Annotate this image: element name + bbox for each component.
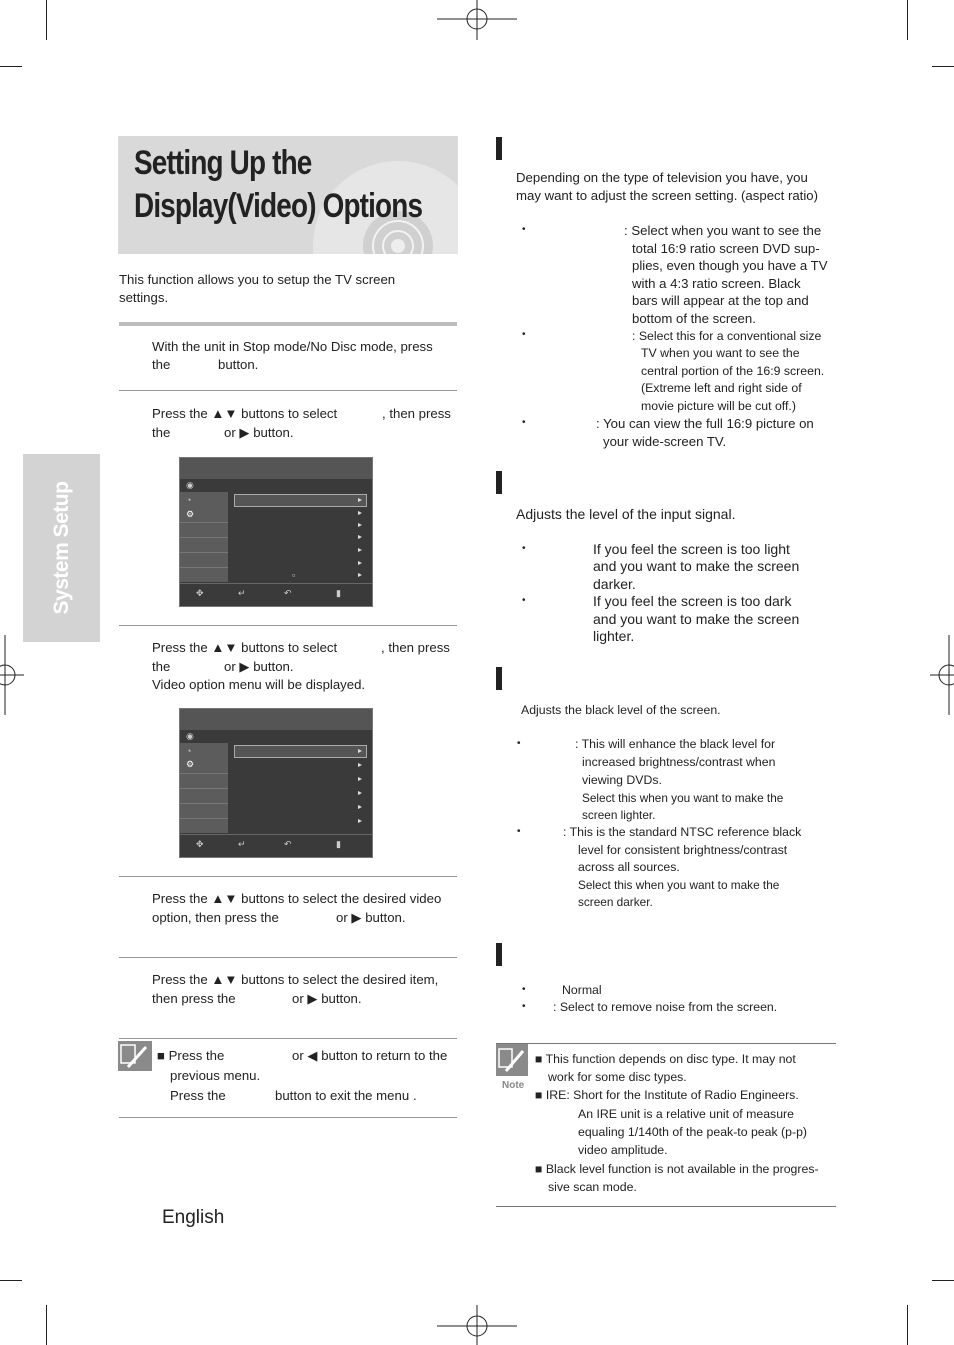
divider — [119, 390, 457, 391]
move-icon: ✥ — [196, 839, 204, 849]
clock-icon: ◔ — [186, 495, 192, 505]
divider — [119, 876, 457, 877]
step-1-line2a: the — [152, 357, 171, 372]
menu-footer — [180, 583, 372, 606]
aspect-b2-line4: (Extreme left and right side of — [641, 381, 802, 395]
footer-language: English — [162, 1207, 225, 1228]
divider — [496, 1043, 836, 1044]
divider — [119, 1038, 457, 1039]
black-b1-line3: viewing DVDs. — [582, 773, 662, 787]
left-note-line3a: Press the — [170, 1088, 226, 1103]
enter-icon: ↵ — [238, 588, 246, 598]
noise-b2: : Select to remove noise from the screen. — [553, 1000, 778, 1014]
selected-item[interactable] — [234, 494, 367, 507]
aspect-b1-line1: : Select when you want to see the — [624, 223, 822, 238]
exit-icon: ▮ — [336, 839, 341, 849]
aspect-b1-line2: total 16:9 ratio screen DVD sup- — [632, 241, 820, 256]
bright-b1-line1: If you feel the screen is too light — [593, 541, 790, 557]
step-2-line2a: the — [152, 425, 171, 440]
bullet: • — [517, 826, 521, 837]
aspect-b2-line3: central portion of the 16:9 screen. — [641, 364, 825, 378]
bullet: • — [517, 738, 521, 749]
aspect-b2-line1: : Select this for a conventional size — [632, 329, 822, 343]
step-3-line1b: , then press — [381, 640, 450, 655]
section-marker — [496, 137, 502, 160]
divider — [119, 957, 457, 958]
black-level-intro: Adjusts the black level of the screen. — [521, 703, 721, 717]
black-b1-line2: increased brightness/contrast when — [582, 755, 776, 769]
aspect-b2-line5: movie picture will be cut off.) — [641, 399, 796, 413]
menu-header — [180, 709, 372, 730]
bright-b2-line1: If you feel the screen is too dark — [593, 593, 792, 609]
page-title-block — [118, 136, 458, 254]
page-title-line2: Display(Video) Options — [134, 187, 423, 225]
bright-b2-line2: and you want to make the screen — [593, 611, 800, 627]
return-icon: ↶ — [284, 588, 292, 598]
menu-header — [180, 458, 372, 479]
step-5-line2b: or ▶ button. — [292, 991, 362, 1006]
black-b2-line4: Select this when you want to make the — [578, 878, 780, 892]
section-marker — [496, 471, 502, 494]
step-3-line3: Video option menu will be displayed. — [152, 677, 366, 692]
bright-b1-line3: darker. — [593, 576, 636, 592]
note-pencil-icon — [118, 1041, 152, 1071]
step-3-line1a: Press the ▲▼ buttons to select — [152, 640, 338, 655]
bright-b2-line3: lighter. — [593, 628, 635, 644]
lock-icon: ▫ — [292, 570, 296, 580]
step-1-line2b: button. — [218, 357, 259, 372]
bullet: • — [522, 595, 526, 606]
step-2-line1a: Press the ▲▼ buttons to select — [152, 406, 338, 421]
return-icon: ↶ — [284, 839, 292, 849]
section-tab-label: System Setup — [49, 481, 73, 615]
bullet: • — [522, 984, 526, 995]
note-2-line1: ■ IRE: Short for the Institute of Radio Engineers. — [535, 1088, 799, 1102]
video-option-menu-screen — [179, 708, 373, 858]
note-1-line2: work for some disc types. — [548, 1070, 687, 1084]
black-b1-line1: : This will enhance the black level for — [575, 737, 776, 751]
aspect-b2-line2: TV when you want to see the — [641, 346, 800, 360]
registration-mark-left — [0, 635, 24, 715]
divider — [119, 322, 457, 326]
note-3-line1: ■ Black level function is not available in the progres- — [535, 1162, 819, 1176]
aspect-intro-line1: Depending on the type of television you have, you — [516, 170, 808, 185]
note-2-line2: An IRE unit is a relative unit of measure — [578, 1107, 794, 1121]
left-note-line3c: . — [413, 1088, 417, 1103]
step-1-line1: With the unit in Stop mode/No Disc mode, press — [152, 339, 433, 354]
note-2-line3: equaling 1/140th of the peak-to peak (p-p) — [578, 1125, 808, 1139]
note-pencil-icon — [496, 1044, 528, 1076]
page-title-line1: Setting Up the — [134, 144, 312, 182]
aspect-b3-line2: your wide-screen TV. — [603, 434, 727, 449]
step-5-line2a: then press the — [152, 991, 236, 1006]
registration-mark-right — [930, 635, 954, 715]
note-2-line4: video amplitude. — [578, 1143, 668, 1157]
bullet: • — [522, 1001, 526, 1012]
step-2-line1b: , then press — [382, 406, 451, 421]
registration-mark-bottom — [437, 1305, 517, 1345]
step-2-line2b: or ▶ button. — [224, 425, 294, 440]
divider — [119, 625, 457, 626]
aspect-b1-line3: plies, even though you have a TV — [632, 258, 828, 273]
move-icon: ✥ — [196, 588, 204, 598]
setup-menu-screen — [179, 457, 373, 607]
section-tab — [23, 454, 100, 642]
black-b2-line3: across all sources. — [578, 860, 680, 874]
disc-icon: ◉ — [186, 480, 194, 490]
aspect-b3-line1: : You can view the full 16:9 picture on — [596, 416, 814, 431]
menu-footer — [180, 834, 372, 857]
aspect-intro-line2: may want to adjust the screen setting. (aspect ratio) — [516, 188, 818, 203]
intro-text: This function allows you to setup the TV screen settings. — [119, 272, 396, 305]
brightness-intro: Adjusts the level of the input signal. — [516, 506, 736, 522]
left-note-line1a: ■ Press the — [157, 1048, 225, 1063]
bullet: • — [522, 329, 526, 340]
registration-mark-top — [437, 0, 517, 40]
section-marker — [496, 667, 502, 690]
note-1-line1: ■ This function depends on disc type. It may not — [535, 1052, 796, 1066]
gear-icon: ⚙ — [186, 509, 195, 519]
step-4-line2a: option, then press the — [152, 910, 279, 925]
enter-icon: ↵ — [238, 839, 246, 849]
aspect-b1-line5: bars will appear at the top and — [632, 293, 809, 308]
step-4-line1: Press the ▲▼ buttons to select the desired video — [152, 891, 442, 906]
left-note-line2: previous menu. — [170, 1068, 261, 1083]
divider — [496, 1206, 836, 1207]
exit-icon: ▮ — [336, 588, 341, 598]
bullet: • — [522, 224, 526, 235]
noise-b1: Normal — [562, 983, 602, 997]
left-note-line3b: button to exit the menu — [275, 1088, 410, 1103]
gear-icon: ⚙ — [186, 759, 195, 769]
step-4-line2b: or ▶ button. — [336, 910, 406, 925]
bullet: • — [522, 417, 526, 428]
step-5-line1: Press the ▲▼ buttons to select the desired item, — [152, 972, 439, 987]
step-3-line2a: the — [152, 659, 171, 674]
aspect-b1-line4: with a 4:3 ratio screen. Black — [632, 276, 801, 291]
bullet: • — [522, 543, 526, 554]
aspect-b1-line6: bottom of the screen. — [632, 311, 756, 326]
black-b2-line5: screen darker. — [578, 895, 653, 909]
note-3-line2: sive scan mode. — [548, 1180, 637, 1194]
left-note-line1b: or ◀ button to return to the — [292, 1048, 448, 1063]
section-marker — [496, 943, 502, 966]
black-b1-line4: Select this when you want to make the — [582, 791, 784, 805]
black-b2-line1: : This is the standard NTSC reference black — [563, 825, 802, 839]
selected-item[interactable] — [234, 745, 367, 758]
divider — [119, 1117, 457, 1118]
disc-icon: ◉ — [186, 731, 194, 741]
step-3-line2b: or ▶ button. — [224, 659, 294, 674]
black-b1-line5: screen lighter. — [582, 808, 656, 822]
note-label: Note — [502, 1080, 525, 1091]
black-b2-line2: level for consistent brightness/contrast — [578, 843, 788, 857]
clock-icon: ◔ — [186, 746, 192, 756]
bright-b1-line2: and you want to make the screen — [593, 558, 800, 574]
